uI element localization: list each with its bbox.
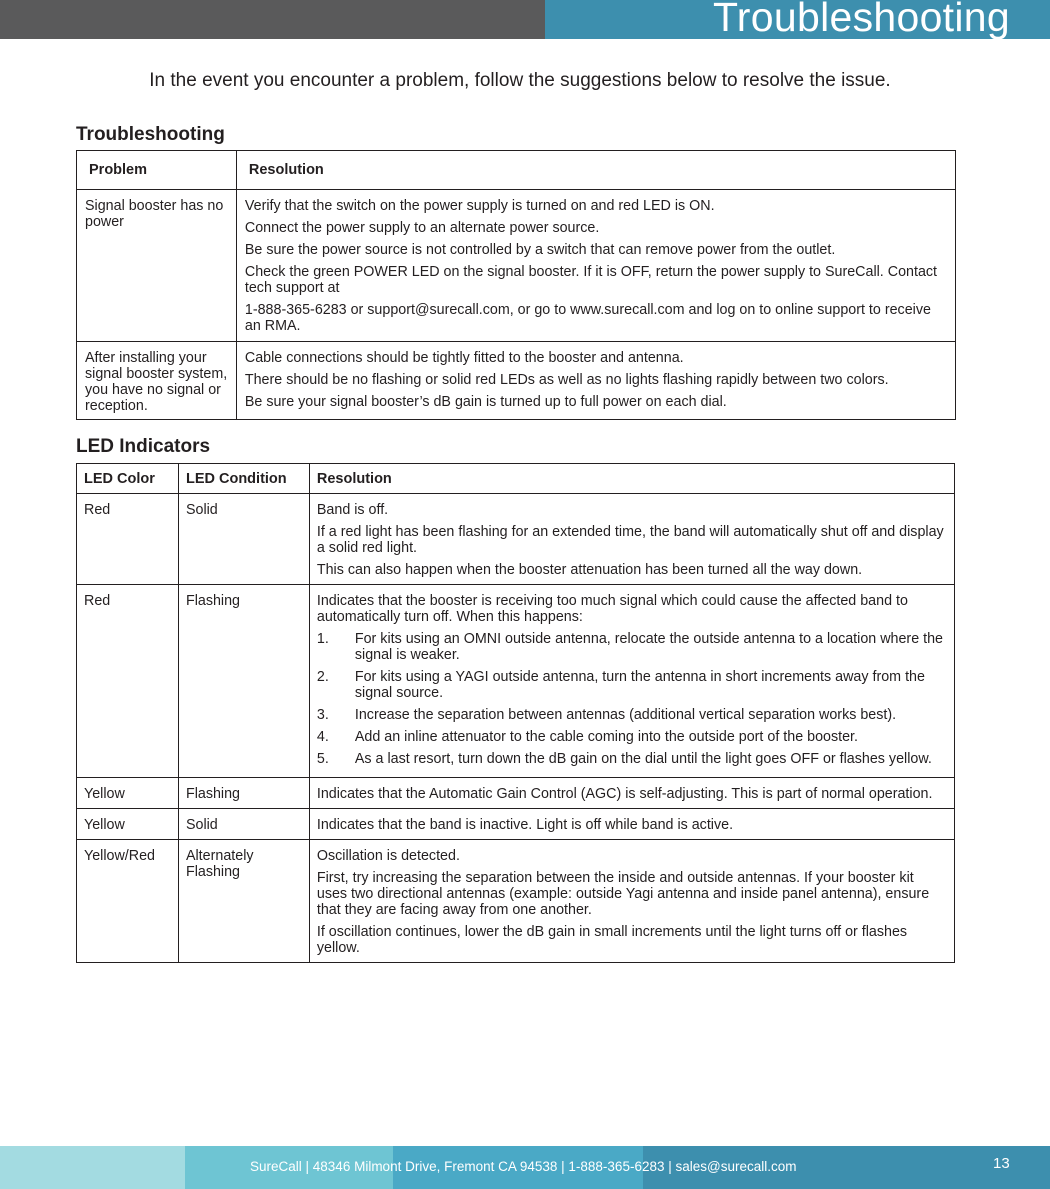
led-condition-cell: Alternately Flashing bbox=[178, 840, 309, 963]
resolution-line: Connect the power supply to an alternate power source. bbox=[244, 220, 600, 236]
column-header-resolution: Resolution bbox=[236, 151, 955, 190]
step-text: Increase the separation between antennas (additional vertical separation works best). bbox=[354, 707, 897, 723]
resolution-cell bbox=[309, 809, 954, 840]
led-color-cell: Red bbox=[77, 585, 179, 778]
column-header-led-condition: LED Condition bbox=[178, 464, 309, 494]
table-row bbox=[77, 778, 955, 809]
table-row bbox=[77, 190, 956, 342]
list-item bbox=[317, 669, 946, 701]
led-color-cell: Red bbox=[77, 494, 179, 585]
resolution-line: 1-888-365-6283 or support@surecall.com, or go to www.surecall.com and log on to online support to receive an RMA. bbox=[244, 302, 931, 334]
troubleshooting-heading: Troubleshooting bbox=[76, 124, 225, 145]
resolution-cell bbox=[236, 342, 955, 420]
resolution-line: Check the green POWER LED on the signal booster. If it is OFF, return the power supply to SureCall. Contact tech support at bbox=[244, 264, 938, 296]
resolution-cell bbox=[236, 190, 955, 342]
column-header-resolution: Resolution bbox=[309, 464, 954, 494]
step-number: 1. bbox=[316, 631, 329, 647]
resolution-line: This can also happen when the booster attenuation has been turned all the way down. bbox=[316, 562, 863, 578]
step-text: Add an inline attenuator to the cable coming into the outside port of the booster. bbox=[354, 729, 858, 745]
led-color-cell: Yellow/Red bbox=[77, 840, 179, 963]
resolution-line: If oscillation continues, lower the dB gain in small increments until the light turns off or flashes yellow. bbox=[316, 924, 908, 956]
resolution-line: Indicates that the band is inactive. Light is off while band is active. bbox=[316, 817, 734, 833]
step-text: For kits using a YAGI outside antenna, turn the antenna in short increments away from the signal source. bbox=[354, 669, 925, 701]
table-row bbox=[77, 840, 955, 963]
list-item bbox=[317, 707, 946, 723]
led-indicators-heading: LED Indicators bbox=[76, 436, 211, 457]
resolution-cell bbox=[309, 494, 954, 585]
step-text: As a last resort, turn down the dB gain on the dial until the light goes OFF or flashes yellow. bbox=[354, 751, 932, 767]
problem-cell: Signal booster has no power bbox=[77, 190, 237, 342]
footer-contact-text: SureCall | 48346 Milmont Drive, Fremont CA 94538 | 1-888-365-6283 | sales@surecall.com bbox=[250, 1159, 797, 1174]
resolution-line: Indicates that the Automatic Gain Control (AGC) is self-adjusting. This is part of normal operation. bbox=[316, 786, 933, 802]
resolution-line: Cable connections should be tightly fitted to the booster and antenna. bbox=[244, 350, 684, 366]
troubleshooting-table bbox=[76, 150, 956, 420]
page-title: Troubleshooting bbox=[712, 0, 1010, 40]
table-header-row bbox=[77, 464, 955, 494]
list-item bbox=[317, 729, 946, 745]
resolution-line: Verify that the switch on the power supply is turned on and red LED is ON. bbox=[244, 198, 715, 214]
steps-list bbox=[317, 631, 946, 767]
step-text: For kits using an OMNI outside antenna, relocate the outside antenna to a location where the signal is weaker. bbox=[354, 631, 943, 663]
led-condition-cell: Flashing bbox=[178, 585, 309, 778]
resolution-line: Indicates that the booster is receiving too much signal which could cause the affected band to automatically turn off. When this happens: bbox=[316, 593, 908, 625]
led-condition-cell: Solid bbox=[178, 809, 309, 840]
intro-text: In the event you encounter a problem, follow the suggestions below to resolve the issue. bbox=[149, 70, 891, 91]
resolution-line: First, try increasing the separation between the inside and outside antennas. If your booster kit uses two directional antennas (example: outside Yagi antenna and inside panel antenna), ensure that they are facing away from one another. bbox=[316, 870, 930, 918]
header-dark-band bbox=[0, 0, 545, 39]
resolution-line: Be sure the power source is not controlled by a switch that can remove power from the outlet. bbox=[244, 242, 836, 258]
led-condition-cell: Flashing bbox=[178, 778, 309, 809]
resolution-line: Be sure your signal booster’s dB gain is turned up to full power on each dial. bbox=[244, 394, 727, 410]
table-row bbox=[77, 494, 955, 585]
step-number: 3. bbox=[316, 707, 329, 723]
led-condition-cell: Solid bbox=[178, 494, 309, 585]
resolution-line: Band is off. bbox=[316, 502, 389, 518]
step-number: 5. bbox=[316, 751, 329, 767]
led-color-cell: Yellow bbox=[77, 778, 179, 809]
table-header-row bbox=[77, 151, 956, 190]
resolution-cell bbox=[309, 840, 954, 963]
resolution-line: If a red light has been flashing for an extended time, the band will automatically shut off and display a solid red light. bbox=[316, 524, 944, 556]
step-number: 2. bbox=[316, 669, 329, 685]
page-number: 13 bbox=[993, 1155, 1010, 1172]
problem-cell: After installing your signal booster system, you have no signal or reception. bbox=[77, 342, 237, 420]
resolution-line: There should be no flashing or solid red LEDs as well as no lights flashing rapidly between two colors. bbox=[244, 372, 889, 388]
led-indicators-table bbox=[76, 463, 955, 963]
resolution-cell bbox=[309, 585, 954, 778]
list-item bbox=[317, 631, 946, 663]
footer-bar bbox=[0, 1146, 1050, 1189]
column-header-led-color: LED Color bbox=[77, 464, 179, 494]
resolution-line: Oscillation is detected. bbox=[316, 848, 460, 864]
table-row bbox=[77, 585, 955, 778]
column-header-problem: Problem bbox=[77, 151, 237, 190]
resolution-cell bbox=[309, 778, 954, 809]
list-item bbox=[317, 751, 946, 767]
footer-band bbox=[0, 1146, 185, 1189]
table-row bbox=[77, 342, 956, 420]
led-color-cell: Yellow bbox=[77, 809, 179, 840]
header-bar bbox=[0, 0, 1050, 39]
step-number: 4. bbox=[316, 729, 329, 745]
table-row bbox=[77, 809, 955, 840]
